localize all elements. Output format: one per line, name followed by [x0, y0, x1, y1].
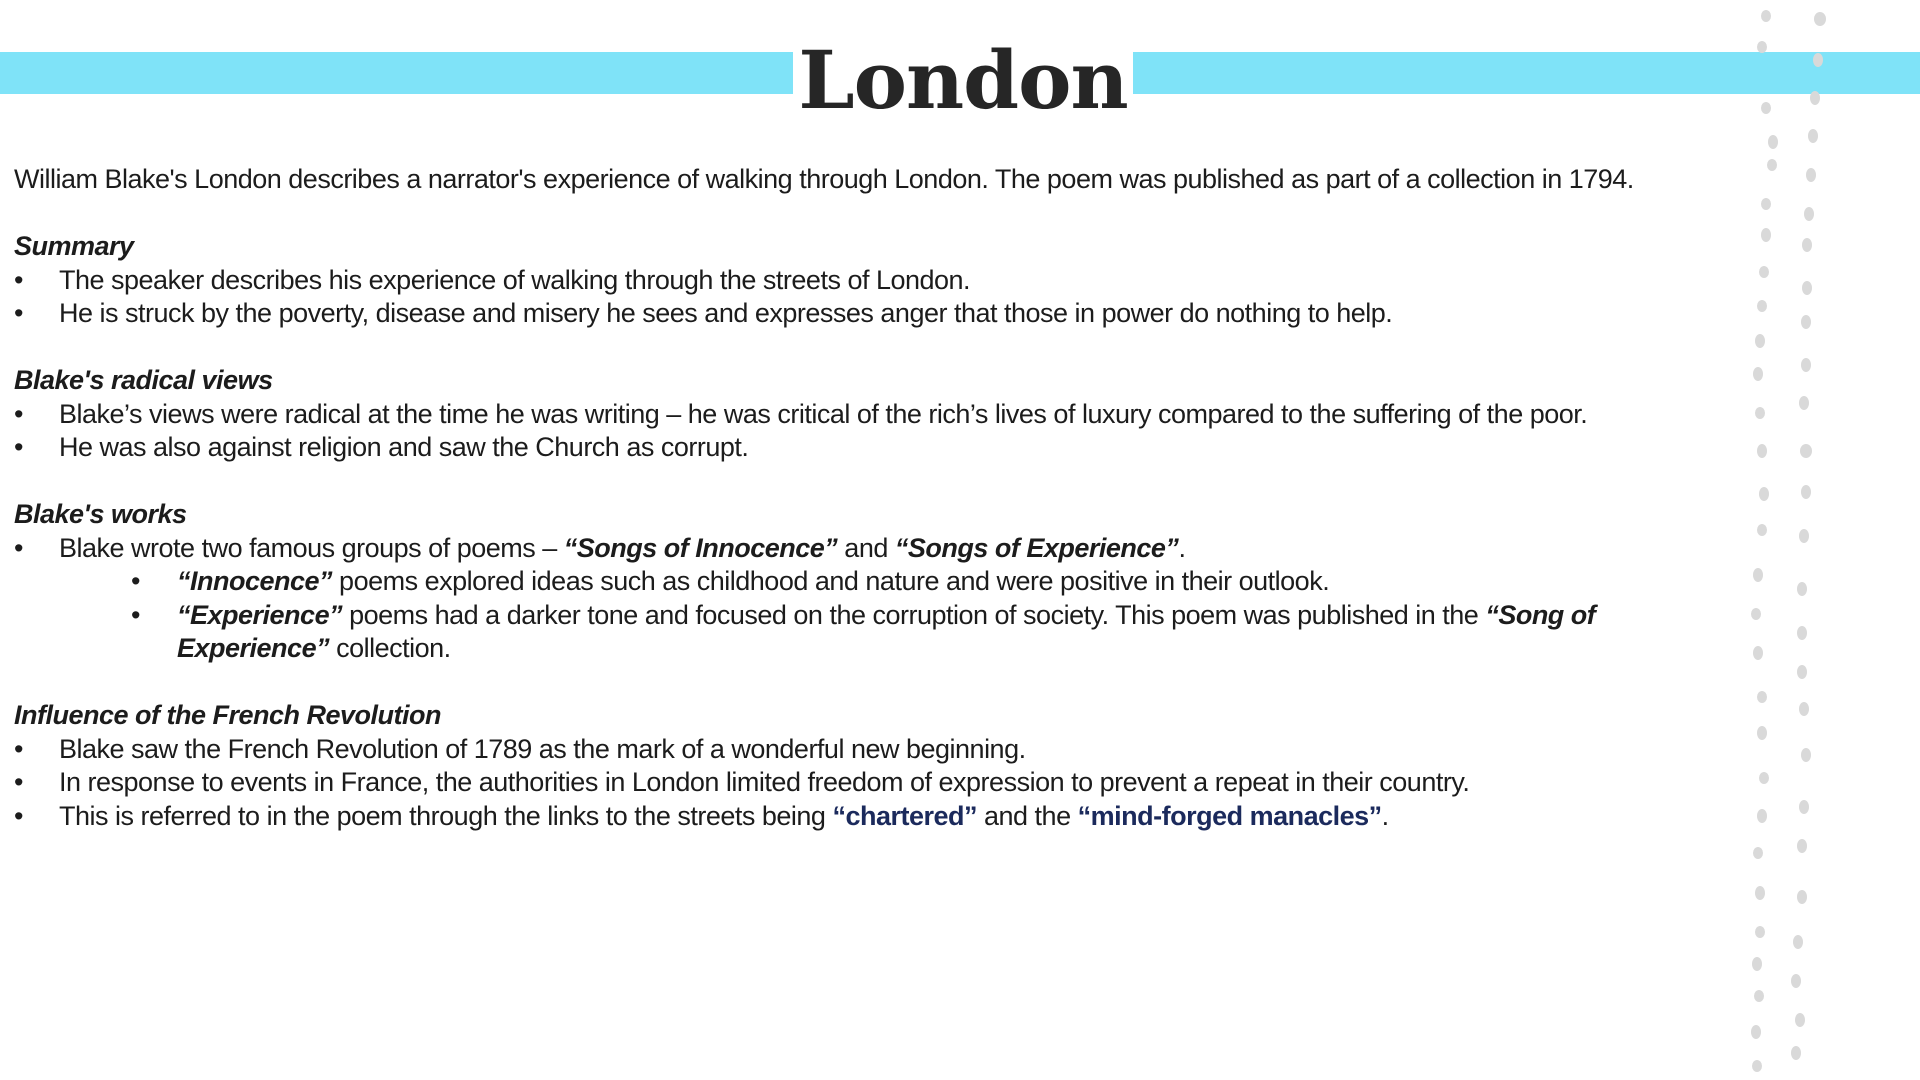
works-sublist	[59, 565, 1744, 666]
works-list	[14, 532, 1744, 666]
songs-of-innocence-title: “Songs of Innocence”	[563, 532, 838, 563]
experience-term: “Experience”	[177, 599, 343, 630]
works-text: Blake wrote two famous groups of poems –	[59, 532, 564, 563]
notes-body	[14, 163, 1744, 867]
revolution-text: This is referred to in the poem through the links to the streets being	[59, 800, 833, 831]
page-title: London	[798, 33, 1128, 127]
works-heading: Blake's works	[14, 499, 187, 529]
revolution-list	[14, 733, 1744, 834]
song-of-experience-title: “Song of Experience”	[177, 599, 1596, 663]
radical-views-heading: Blake's radical views	[14, 365, 273, 395]
list-item	[14, 800, 1744, 834]
summary-heading: Summary	[14, 231, 134, 261]
songs-of-experience-title: “Songs of Experience”	[894, 532, 1179, 563]
list-item: • In response to events in France, the authorities in London limited freedom of expression to prevent a repeat in their country.	[14, 766, 1744, 800]
header-bar-left	[0, 52, 793, 94]
list-item	[59, 599, 1744, 666]
works-text: and	[837, 532, 895, 563]
header-bar-right	[1133, 52, 1920, 94]
list-item: • He was also against religion and saw the Church as corrupt.	[14, 431, 1744, 465]
list-item	[59, 565, 1744, 599]
list-item	[14, 532, 1744, 666]
intro-paragraph: William Blake's London describes a narrator's experience of walking through London. The poem was published as part of a collection in 1794.	[14, 164, 1634, 194]
list-item: • Blake saw the French Revolution of 1789 as the mark of a wonderful new beginning.	[14, 733, 1744, 767]
list-item: • Blake’s views were radical at the time he was writing – he was critical of the rich’s lives of luxury compared to the suffering of the poor.	[14, 398, 1744, 432]
innocence-term: “Innocence”	[177, 566, 333, 596]
works-text: .	[1178, 532, 1186, 563]
sub-text: poems had a darker tone and focused on the corruption of society. This poem was published in the	[342, 599, 1486, 630]
sub-text: poems explored ideas such as childhood and nature and were positive in their outlook.	[332, 566, 1330, 596]
revolution-heading: Influence of the French Revolution	[14, 700, 442, 730]
revolution-text: and the	[977, 800, 1078, 831]
list-item: • He is struck by the poverty, disease and misery he sees and expresses anger that those in power do nothing to help.	[14, 297, 1744, 331]
revolution-text: .	[1381, 800, 1389, 831]
radical-views-list	[14, 398, 1744, 465]
chartered-term: “chartered”	[832, 800, 977, 831]
mind-forged-manacles-term: “mind-forged manacles”	[1077, 800, 1382, 831]
summary-list	[14, 264, 1744, 331]
list-item: • The speaker describes his experience of walking through the streets of London.	[14, 264, 1744, 298]
sub-text: collection.	[329, 633, 451, 663]
